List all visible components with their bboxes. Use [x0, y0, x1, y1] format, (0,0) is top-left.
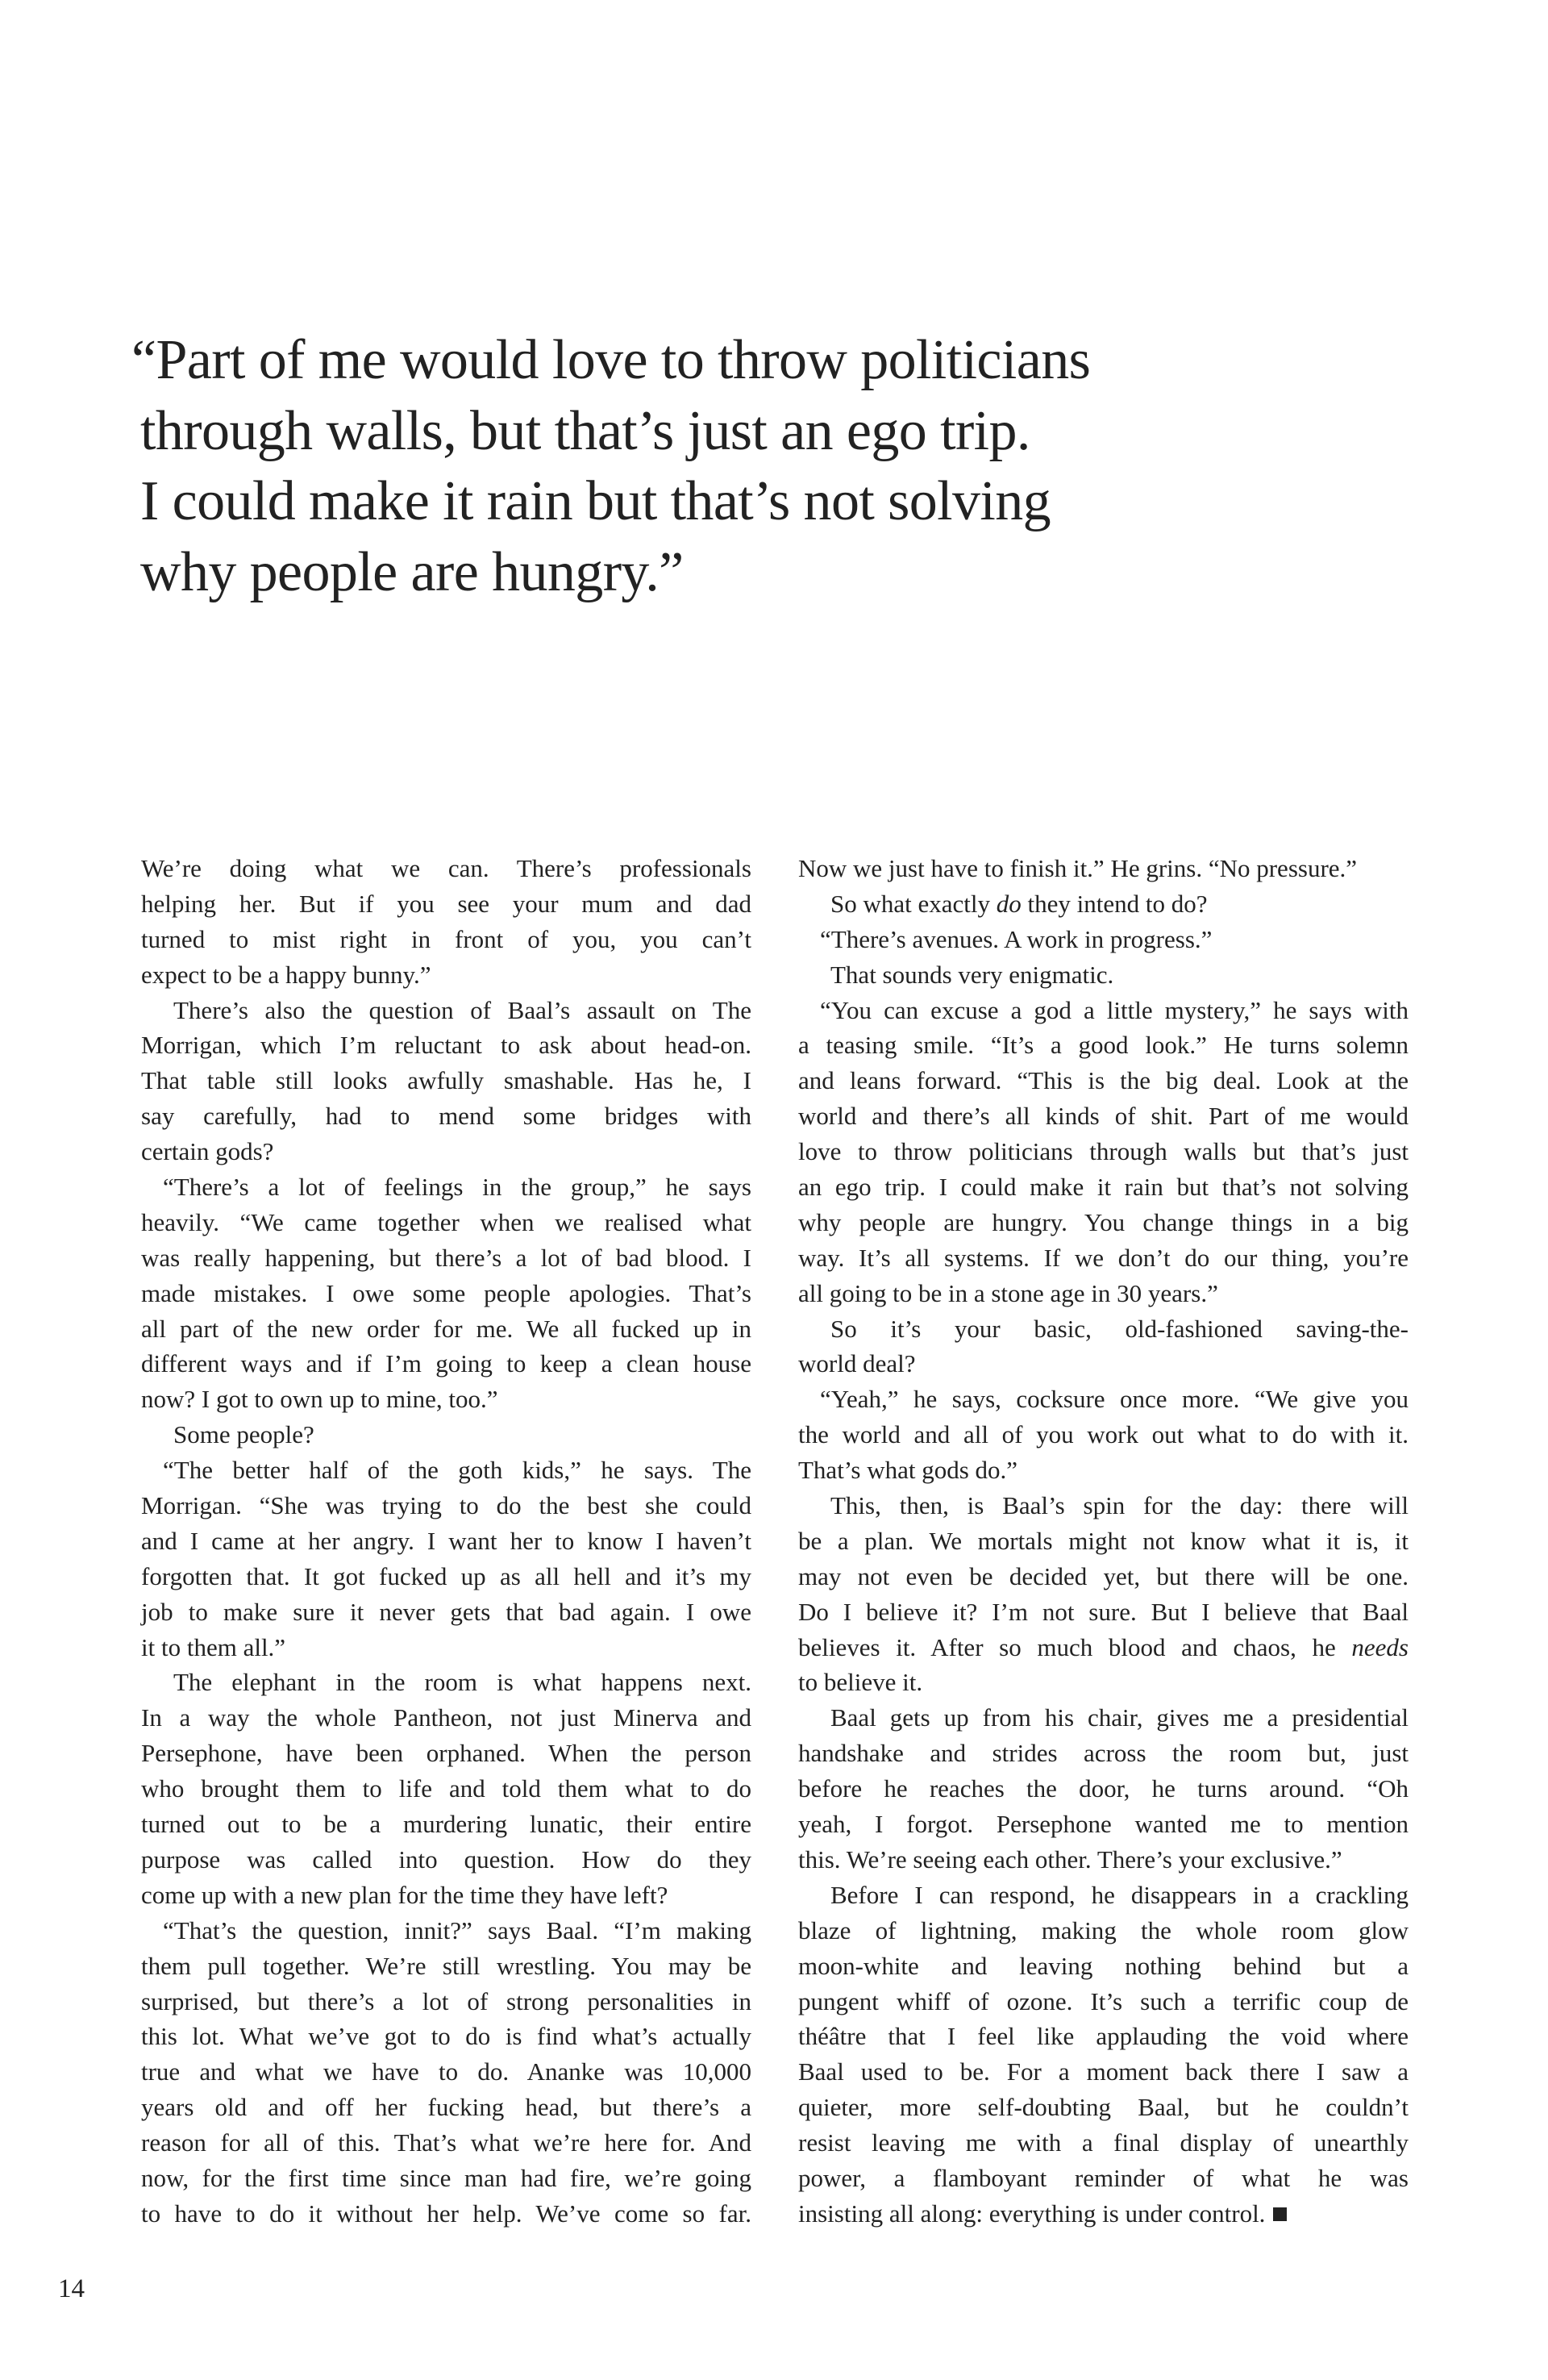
text-run: Baal used to be. For a moment back there I saw a [798, 2057, 1409, 2086]
text-line [141, 2161, 751, 2196]
text-line [141, 2125, 751, 2161]
article-column-left [141, 851, 751, 2232]
text-run: moon-white and leaving nothing behind but a [798, 1951, 1409, 1980]
text-run: expect to be a happy bunny.” [141, 960, 431, 989]
text-run: before he reaches the door, he turns around. “Oh [798, 1774, 1409, 1803]
text-line [141, 1913, 751, 1949]
text-run: a teasing smile. “It’s a good look.” He turns solemn [798, 1031, 1409, 1060]
text-run: There’s also the question of Baal’s assault on The [173, 995, 751, 1024]
text-line [141, 1878, 751, 1913]
text-run: and I came at her angry. I want her to know I haven’t [141, 1526, 751, 1555]
text-run: Some people? [173, 1420, 314, 1449]
text-line [798, 1027, 1409, 1063]
text-run: yeah, I forgot. Persephone wanted me to mention [798, 1810, 1409, 1839]
text-run: and leans forward. “This is the big deal. Look at the [798, 1066, 1409, 1095]
text-run: this. We’re seeing each other. There’s your exclusive.” [798, 1844, 1342, 1874]
text-line [798, 1488, 1409, 1523]
text-run: power, a flamboyant reminder of what he was [798, 2163, 1409, 2192]
pull-quote-line: I could make it rain but that’s not solving [140, 470, 1051, 532]
text-line [141, 1949, 751, 1984]
text-line [141, 1453, 751, 1488]
text-line [141, 1169, 751, 1205]
text-line [141, 1134, 751, 1169]
text-line [141, 1346, 751, 1382]
text-run: love to throw politicians through walls but that’s just [798, 1137, 1409, 1166]
text-run: this lot. What we’ve got to do is find what’s actually [141, 2022, 751, 2051]
text-run: different ways and if I’m going to keep a clean house [141, 1349, 751, 1378]
text-run: true and what we have to do. Ananke was 10,000 [141, 2057, 751, 2086]
text-run: purpose was called into question. How do they [141, 1844, 751, 1874]
text-line [141, 1417, 751, 1453]
text-line [141, 2054, 751, 2090]
text-run: So it’s your basic, old-fashioned saving-the- [830, 1314, 1409, 1343]
text-run: Morrigan. “She was trying to do the best she could [141, 1491, 751, 1520]
text-line [798, 1240, 1409, 1276]
text-line [798, 1098, 1409, 1134]
text-line [141, 1807, 751, 1842]
text-line [141, 886, 751, 922]
text-run: the world and all of you work out what to do with it. [798, 1420, 1409, 1449]
text-run: was really happening, but there’s a lot of bad blood. I [141, 1243, 751, 1272]
text-line [798, 1878, 1409, 1913]
text-run: to have to do it without her help. We’ve come so far. [141, 2199, 751, 2228]
text-line [798, 1134, 1409, 1169]
text-run: world deal? [798, 1349, 916, 1378]
text-run: That sounds very enigmatic. [830, 960, 1114, 989]
text-line [798, 1559, 1409, 1594]
text-run: handshake and strides across the room but, just [798, 1739, 1409, 1768]
text-run: certain gods? [141, 1137, 274, 1166]
text-run: all going to be in a stone age in 30 years.” [798, 1278, 1218, 1307]
text-line [798, 1205, 1409, 1240]
text-line [141, 1027, 751, 1063]
text-line [798, 2090, 1409, 2125]
text-line [141, 1311, 751, 1347]
text-line [798, 2196, 1409, 2232]
text-run: This, then, is Baal’s spin for the day: there will [830, 1491, 1409, 1520]
text-run: turned to mist right in front of you, you can’t [141, 924, 751, 953]
text-run: So what exactly [830, 889, 997, 918]
text-line [141, 1736, 751, 1771]
text-line [141, 851, 751, 886]
text-line [798, 2019, 1409, 2054]
text-run: The elephant in the room is what happens next. [173, 1668, 751, 1697]
text-line [798, 1807, 1409, 1842]
text-line [141, 1240, 751, 1276]
text-line [141, 2196, 751, 2232]
text-run: may not even be decided yet, but there will be one. [798, 1561, 1409, 1590]
text-line [798, 1594, 1409, 1630]
text-run: now, for the first time since man had fire, we’re going [141, 2163, 751, 2192]
text-line [798, 922, 1409, 957]
text-run: théâtre that I feel like applauding the void where [798, 2022, 1409, 2051]
text-line [141, 2090, 751, 2125]
text-run: why people are hungry. You change things in a big [798, 1207, 1409, 1236]
text-line [798, 1984, 1409, 2019]
text-run: come up with a new plan for the time they have left? [141, 1880, 668, 1909]
text-run: helping her. But if you see your mum and dad [141, 889, 751, 918]
text-run: world and there’s all kinds of shit. Part of me would [798, 1102, 1409, 1131]
text-line [798, 1346, 1409, 1382]
text-run: way. It’s all systems. If we don’t do our thing, you’re [798, 1243, 1409, 1272]
text-line [798, 1523, 1409, 1559]
text-run: all part of the new order for me. We all fucked up in [141, 1314, 751, 1343]
text-line [141, 1382, 751, 1417]
text-line [798, 1700, 1409, 1736]
page-number: 14 [58, 2274, 85, 2303]
text-line [798, 1630, 1409, 1665]
text-line [798, 1453, 1409, 1488]
text-line [141, 1523, 751, 1559]
text-run: they intend to do? [1021, 889, 1208, 918]
text-line [141, 922, 751, 957]
text-run: reason for all of this. That’s what we’re here for. And [141, 2128, 751, 2157]
text-line [141, 957, 751, 993]
text-run: insisting all along: everything is under control. [798, 2199, 1266, 2228]
text-run: forgotten that. It got fucked up as all hell and it’s my [141, 1561, 751, 1590]
text-run: Morrigan, which I’m reluctant to ask about head-on. [141, 1031, 751, 1060]
text-line [798, 1736, 1409, 1771]
text-run: job to make sure it never gets that bad again. I owe [141, 1597, 751, 1626]
text-run: be a plan. We mortals might not know what it is, it [798, 1526, 1409, 1555]
text-run: “You can excuse a god a little mystery,” he says with [820, 995, 1409, 1024]
text-run: resist leaving me with a final display of unearthly [798, 2128, 1409, 2157]
text-line [141, 1098, 751, 1134]
text-run: years old and off her fucking head, but there’s a [141, 2093, 751, 2122]
text-line [798, 1949, 1409, 1984]
text-run: “There’s avenues. A work in progress.” [820, 924, 1213, 953]
text-line [798, 2054, 1409, 2090]
text-line [798, 851, 1409, 886]
text-line [141, 1984, 751, 2019]
text-run: to believe it. [798, 1668, 923, 1697]
pull-quote [131, 325, 1334, 607]
text-run: who brought them to life and told them what to do [141, 1774, 751, 1803]
text-line [141, 1276, 751, 1311]
text-run: it to them all.” [141, 1632, 286, 1661]
text-run: Now we just have to finish it.” He grins. “No pressure.” [798, 854, 1358, 882]
text-line [798, 1913, 1409, 1949]
text-run: say carefully, had to mend some bridges with [141, 1102, 751, 1131]
text-run: made mistakes. I owe some people apologies. That’s [141, 1278, 751, 1307]
text-line [798, 886, 1409, 922]
text-line [141, 1063, 751, 1098]
text-line [798, 993, 1409, 1028]
text-line [798, 1417, 1409, 1453]
text-run: Before I can respond, he disappears in a crackling [830, 1880, 1409, 1909]
text-line [798, 1063, 1409, 1098]
article-column-right [798, 851, 1409, 2232]
text-line [798, 1276, 1409, 1311]
text-line [141, 1700, 751, 1736]
text-line [141, 1665, 751, 1700]
text-run: In a way the whole Pantheon, not just Minerva and [141, 1703, 751, 1732]
text-line [798, 957, 1409, 993]
text-line [798, 1311, 1409, 1347]
text-line [141, 1559, 751, 1594]
text-run: surprised, but there’s a lot of strong personalities in [141, 1986, 751, 2015]
text-line [141, 993, 751, 1028]
text-run: That table still looks awfully smashable. Has he, I [141, 1066, 751, 1095]
text-line [141, 1488, 751, 1523]
text-run: We’re doing what we can. There’s professionals [141, 854, 751, 882]
text-run: them pull together. We’re still wrestling. You may be [141, 1951, 751, 1980]
text-line [798, 1771, 1409, 1807]
text-run: now? I got to own up to mine, too.” [141, 1385, 498, 1414]
text-line [141, 1205, 751, 1240]
text-run: turned out to be a murdering lunatic, their entire [141, 1810, 751, 1839]
emphasis-text: do [996, 889, 1022, 918]
pull-quote-line: why people are hungry.” [140, 540, 684, 603]
text-run: an ego trip. I could make it rain but that’s not solving [798, 1173, 1409, 1202]
text-run: “There’s a lot of feelings in the group,” he says [163, 1173, 751, 1202]
text-run: believes it. After so much blood and chaos, he [798, 1632, 1352, 1661]
text-run: “The better half of the goth kids,” he says. The [163, 1456, 751, 1485]
text-line [798, 2161, 1409, 2196]
text-line [141, 1771, 751, 1807]
text-run: quieter, more self-doubting Baal, but he couldn’t [798, 2093, 1409, 2122]
text-line [141, 1594, 751, 1630]
text-line [798, 1169, 1409, 1205]
text-run: “Yeah,” he says, cocksure once more. “We give you [820, 1385, 1409, 1414]
text-line [798, 1665, 1409, 1700]
pull-quote-line: “Part of me would love to throw politicians [131, 329, 1091, 391]
pull-quote-line: through walls, but that’s just an ego trip. [140, 399, 1030, 462]
text-line [141, 1842, 751, 1878]
end-of-article-square-icon [1273, 2207, 1287, 2221]
text-run: pungent whiff of ozone. It’s such a terrific coup de [798, 1986, 1409, 2015]
text-run: Do I believe it? I’m not sure. But I believe that Baal [798, 1597, 1409, 1626]
emphasis-text: needs [1351, 1632, 1409, 1661]
text-run: Persephone, have been orphaned. When the person [141, 1739, 751, 1768]
text-run: “That’s the question, innit?” says Baal. “I’m making [163, 1915, 751, 1944]
text-line [798, 1382, 1409, 1417]
text-run: Baal gets up from his chair, gives me a presidential [830, 1703, 1409, 1732]
text-line [141, 1630, 751, 1665]
text-line [798, 2125, 1409, 2161]
text-run: That’s what gods do.” [798, 1456, 1018, 1485]
text-run: heavily. “We came together when we realised what [141, 1207, 751, 1236]
text-line [141, 2019, 751, 2054]
text-line [798, 1842, 1409, 1878]
text-run: blaze of lightning, making the whole room glow [798, 1915, 1409, 1944]
